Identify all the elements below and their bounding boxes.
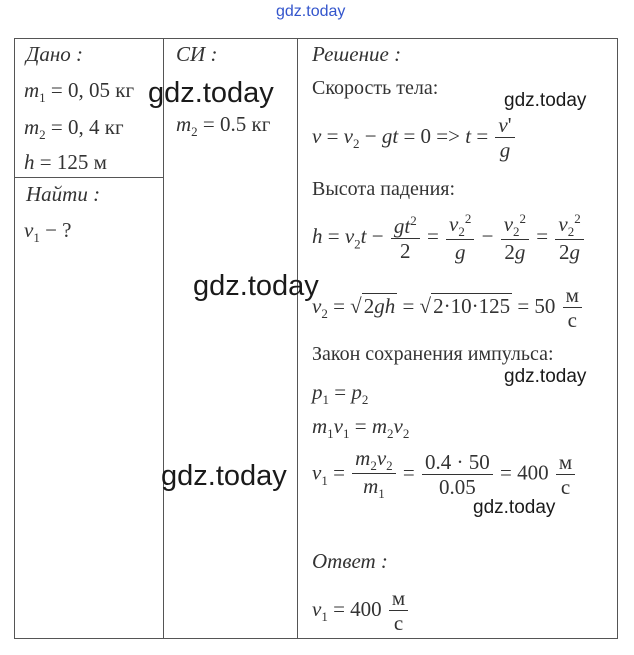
watermark-top: gdz.today: [276, 3, 346, 20]
given-m2: $m_2 = 0$, 4 кг: [24, 115, 124, 143]
table-top-border: [14, 38, 618, 39]
watermark: gdz.today: [504, 366, 587, 387]
table-right-border: [617, 38, 618, 639]
column-divider-1: [163, 38, 164, 639]
answer-header: Ответ :: [312, 549, 388, 573]
si-header: СИ :: [176, 42, 218, 66]
given-h: h = 125 м: [24, 150, 107, 174]
answer-v1: $v_1 = 400$ $\frac{м}{с}$: [312, 587, 410, 635]
formula-mv: $m_1v_1 = m_2v_2$: [312, 414, 410, 442]
formula-time: $v = v_2$ − gt = 0 => t = $\frac{v'}{g}$: [312, 114, 517, 162]
height-heading: Высота падения:: [312, 178, 456, 200]
watermark: gdz.today: [473, 497, 556, 518]
formula-v2: $v_2 = √2gh = √2\cdot 10\cdot 125 = 50$ $\frac{м}{с}$: [312, 284, 584, 332]
formula-height: $h = v_2t$ − $\frac{gt^2}{2}$ = $\frac{v_2^2}{g}$ − $\frac{v_2^2}{2g}$ = $\frac{v_2^2}{2g}$: [312, 212, 586, 265]
formula-v1: $v_1$ = $\frac{m_2v_2}{m_1}$ = $\frac{0.4 \cdot 50}{0.05}$ = 400 $\frac{м}{с}$: [312, 447, 577, 503]
solution-header: Решение :: [312, 42, 402, 66]
formula-p: $p_1 = p_2$: [312, 380, 369, 408]
table-bottom-border: [14, 638, 618, 639]
column-divider-2: [297, 38, 298, 639]
find-v1: $v_1$ − ?: [24, 218, 72, 246]
watermark: gdz.today: [148, 77, 274, 109]
given-find-divider: [14, 177, 164, 178]
watermark: gdz.today: [504, 90, 587, 111]
table-left-border: [14, 38, 15, 639]
find-header: Найти :: [26, 182, 101, 206]
given-m1: $m_1 = 0$, 05 кг: [24, 78, 135, 106]
speed-heading: Скорость тела:: [312, 77, 439, 99]
watermark: gdz.today: [193, 270, 319, 302]
momentum-heading: Закон сохранения импульса:: [312, 343, 554, 365]
watermark: gdz.today: [161, 460, 287, 492]
si-m2: $m_2 = 0.5$ кг: [176, 112, 271, 140]
given-header: Дано :: [26, 42, 84, 66]
